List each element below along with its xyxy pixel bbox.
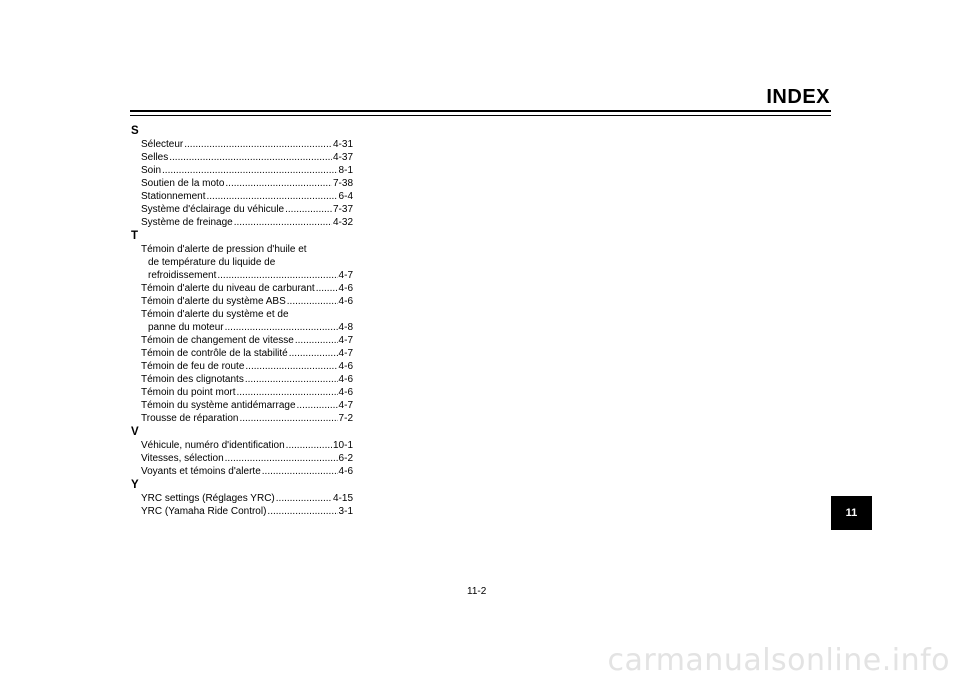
index-entry[interactable] <box>141 164 353 177</box>
section-letter: S <box>131 125 139 137</box>
entry-page: 4-6 <box>338 387 353 398</box>
entry-text: Trousse de réparation <box>141 413 239 424</box>
dot-leader <box>239 412 337 425</box>
entry-text: Témoin de changement de vitesse <box>141 335 294 346</box>
entry-text: Témoin d'alerte du système et de <box>141 309 289 320</box>
entry-text: Témoin d'alerte du niveau de carburant <box>141 283 315 294</box>
index-entry[interactable] <box>141 347 353 360</box>
dot-leader <box>289 347 338 360</box>
entry-text: refroidissement <box>148 270 217 281</box>
index-entry[interactable] <box>141 177 353 190</box>
entry-text: Témoin du système antidémarrage <box>141 400 296 411</box>
entry-text: Véhicule, numéro d'identification <box>141 440 285 451</box>
entry-text: Sélecteur <box>141 139 184 150</box>
entry-text: Système d'éclairage du véhicule <box>141 204 285 215</box>
dot-leader <box>285 203 332 216</box>
entry-page: 7-37 <box>332 204 353 215</box>
entry-page: 4-6 <box>338 361 353 372</box>
entry-page: 4-8 <box>338 322 353 333</box>
entry-text: de température du liquide de <box>148 257 276 268</box>
entry-page: 4-31 <box>332 139 353 150</box>
dot-leader <box>262 465 338 478</box>
entry-page: 8-1 <box>338 165 353 176</box>
dot-leader <box>297 399 338 412</box>
dot-leader <box>225 452 338 465</box>
index-entry[interactable] <box>141 373 353 386</box>
entry-page: 10-1 <box>332 440 353 451</box>
dot-leader <box>234 216 332 229</box>
section-letter: T <box>131 230 139 242</box>
index-entry[interactable] <box>141 452 353 465</box>
entry-text: panne du moteur <box>148 322 224 333</box>
index-entry[interactable] <box>141 243 353 282</box>
dot-leader <box>184 138 332 151</box>
dot-leader <box>267 505 337 518</box>
dot-leader <box>207 190 338 203</box>
entry-page: 7-2 <box>338 413 353 424</box>
index-entry[interactable] <box>141 360 353 373</box>
header-rule-thick <box>130 110 831 112</box>
dot-leader <box>287 295 338 308</box>
index-entry[interactable] <box>141 138 353 151</box>
entry-page: 4-7 <box>338 270 353 281</box>
dot-leader <box>237 386 338 399</box>
entry-text: Témoin d'alerte de pression d'huile et <box>141 244 307 255</box>
entry-text: Témoin de feu de route <box>141 361 245 372</box>
page-number: 11-2 <box>467 586 487 597</box>
index-entry[interactable] <box>141 216 353 229</box>
entry-page: 4-6 <box>338 296 353 307</box>
section-letter: V <box>131 426 139 438</box>
index-entry[interactable] <box>141 412 353 425</box>
entry-page: 4-32 <box>332 217 353 228</box>
section-letter: Y <box>131 479 139 491</box>
dot-leader <box>276 492 332 505</box>
entry-page: 4-7 <box>338 335 353 346</box>
entry-text: Vitesses, sélection <box>141 453 224 464</box>
entry-page: 4-6 <box>338 374 353 385</box>
dot-leader <box>245 373 338 386</box>
entry-text: Témoin de contrôle de la stabilité <box>141 348 288 359</box>
entry-text: YRC (Yamaha Ride Control) <box>141 506 267 517</box>
dot-leader <box>295 334 338 347</box>
entry-page: 3-1 <box>338 506 353 517</box>
dot-leader <box>217 269 337 282</box>
entry-page: 7-38 <box>332 178 353 189</box>
dot-leader <box>162 164 338 177</box>
chapter-tab[interactable]: 11 <box>831 496 872 530</box>
entry-page: 4-6 <box>338 283 353 294</box>
entry-text: YRC settings (Réglages YRC) <box>141 493 275 504</box>
entry-page: 4-37 <box>332 152 353 163</box>
watermark: carmanualsonline.info <box>607 643 950 678</box>
index-entry[interactable] <box>141 295 353 308</box>
entry-text: Stationnement <box>141 191 206 202</box>
index-entry[interactable] <box>141 465 353 478</box>
index-entry[interactable] <box>141 308 353 334</box>
entry-text: Selles <box>141 152 169 163</box>
entry-page: 4-7 <box>338 400 353 411</box>
dot-leader <box>316 282 338 295</box>
dot-leader <box>225 321 338 334</box>
index-entry[interactable] <box>141 399 353 412</box>
entry-text: Soutien de la moto <box>141 178 225 189</box>
index-entry[interactable] <box>141 334 353 347</box>
index-entry[interactable] <box>141 505 353 518</box>
header-rule-thin <box>130 115 831 116</box>
entry-page: 6-2 <box>338 453 353 464</box>
index-entry[interactable] <box>141 386 353 399</box>
dot-leader <box>245 360 337 373</box>
dot-leader <box>286 439 332 452</box>
entry-text: Témoin d'alerte du système ABS <box>141 296 286 307</box>
index-entry[interactable] <box>141 439 353 452</box>
index-entry[interactable] <box>141 190 353 203</box>
page-title: INDEX <box>766 86 830 108</box>
entry-text: Soin <box>141 165 162 176</box>
entry-text: Témoin des clignotants <box>141 374 244 385</box>
entry-text: Système de freinage <box>141 217 233 228</box>
index-column <box>131 124 353 518</box>
entry-text: Voyants et témoins d'alerte <box>141 466 261 477</box>
index-entry[interactable] <box>141 151 353 164</box>
entry-page: 4-15 <box>332 493 353 504</box>
index-entry[interactable] <box>141 282 353 295</box>
entry-page: 4-6 <box>338 466 353 477</box>
dot-leader <box>225 177 332 190</box>
index-entry[interactable] <box>141 492 353 505</box>
entry-page: 6-4 <box>338 191 353 202</box>
entry-text: Témoin du point mort <box>141 387 236 398</box>
index-entry[interactable] <box>141 203 353 216</box>
dot-leader <box>169 151 332 164</box>
entry-page: 4-7 <box>338 348 353 359</box>
